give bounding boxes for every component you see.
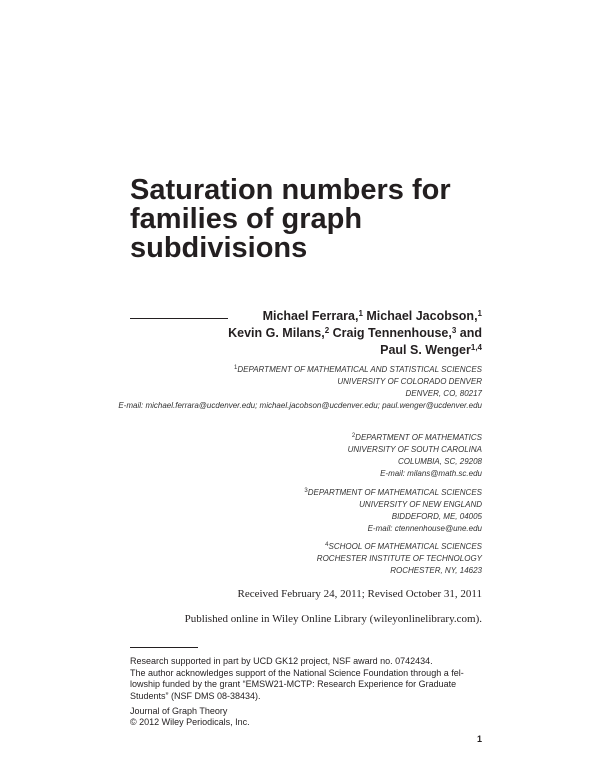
author-affil-mark: 2 xyxy=(324,326,330,335)
affiliation-block xyxy=(62,364,482,412)
affiliation-mark: 4 xyxy=(325,542,329,548)
title-line: subdivisions xyxy=(130,232,308,264)
journal-info xyxy=(130,706,430,728)
published-online: Published online in Wiley Online Library (wileyonlinelibrary.com). xyxy=(184,613,482,625)
affiliation-line: COLUMBIA, SC, 29208 xyxy=(397,457,482,466)
affiliation-line: $^4$SCHOOL OF MATHEMATICAL SCIENCES xyxy=(325,542,482,551)
affiliation-line: ROCHESTER INSTITUTE OF TECHNOLOGY xyxy=(316,554,482,563)
author-line xyxy=(102,308,482,325)
journal-name: Journal of Graph Theory xyxy=(130,706,228,716)
author-name: Michael Ferrara, xyxy=(262,309,359,323)
footnotes xyxy=(130,656,490,702)
footnote-line: The author acknowledges support of the National Science Foundation through a fel- xyxy=(130,667,464,678)
title-line: Saturation numbers for xyxy=(130,174,451,206)
affiliation-line: UNIVERSITY OF SOUTH CAROLINA xyxy=(347,445,482,454)
footnote-rule xyxy=(130,647,198,648)
affiliation-line: $^2$DEPARTMENT OF MATHEMATICS xyxy=(351,433,482,442)
footnote-line: Students” (NSF DMS 08-38434). xyxy=(130,690,261,701)
author-line xyxy=(102,342,482,359)
affiliation-block xyxy=(62,487,482,535)
journal-copyright: © 2012 Wiley Periodicals, Inc. xyxy=(130,717,250,727)
affiliation-line: $^3$DEPARTMENT OF MATHEMATICAL SCIENCES xyxy=(304,488,482,497)
author-list xyxy=(102,308,482,359)
affiliation-email: E-mail: michael.ferrara@ucdenver.edu; michael.jacobson@ucdenver.edu; paul.wenger@ucdenver.edu xyxy=(118,401,482,410)
affiliation-line: BIDDEFORD, ME, 04005 xyxy=(391,512,482,521)
received-dates: Received February 24, 2011; Revised October 31, 2011 xyxy=(237,588,482,600)
author-name: Michael Jacobson, xyxy=(362,309,478,323)
title-line: families of graph xyxy=(130,203,363,235)
footnote-line: lowship funded by the grant “EMSW21-MCTP: Research Experience for Graduate xyxy=(130,679,457,689)
author-conjunction: and xyxy=(456,326,482,340)
affiliation-mark: 3 xyxy=(304,488,308,494)
affiliation-mark: 1 xyxy=(234,365,238,371)
affiliation-line: DENVER, CO, 80217 xyxy=(405,389,482,398)
affiliation-block xyxy=(62,541,482,577)
paper-title xyxy=(130,176,450,263)
affiliation-line: UNIVERSITY OF NEW ENGLAND xyxy=(359,500,482,509)
author-name: Kevin G. Milans, xyxy=(228,326,325,340)
page-number: 1 xyxy=(476,734,482,744)
affiliation-line: UNIVERSITY OF COLORADO DENVER xyxy=(337,377,482,386)
affiliation-line: $^1$DEPARTMENT OF MATHEMATICAL AND STATISTICAL SCIENCES xyxy=(234,365,482,374)
author-affil-mark: 1 xyxy=(477,309,482,318)
affiliation-mark: 2 xyxy=(351,433,356,439)
affiliation-email: E-mail: ctennenhouse@une.edu xyxy=(367,524,482,533)
author-affil-mark: 3 xyxy=(451,326,457,335)
affiliation-line: ROCHESTER, NY, 14623 xyxy=(390,566,482,575)
footnote-line: Research supported in part by UCD GK12 project, NSF award no. 0742434. xyxy=(130,656,433,666)
affiliation-block xyxy=(62,432,482,480)
author-affil-mark: 1,4 xyxy=(470,343,482,352)
author-line xyxy=(102,325,482,342)
affiliation-email: E-mail: milans@math.sc.edu xyxy=(380,469,482,478)
author-name: Craig Tennenhouse, xyxy=(329,326,452,340)
author-name: Paul S. Wenger xyxy=(380,343,471,357)
author-affil-mark: 1 xyxy=(358,309,363,318)
